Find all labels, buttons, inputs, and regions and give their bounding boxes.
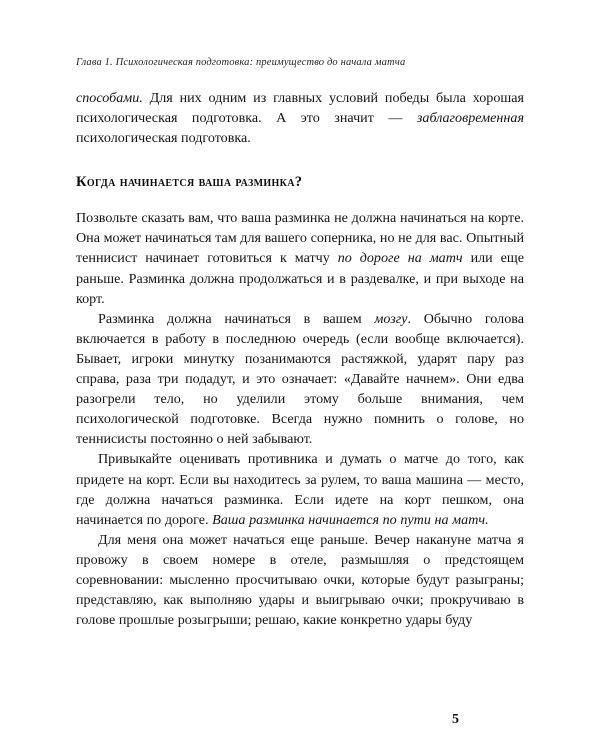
paragraph-2-text-a: Разминка должна начинаться в вашем	[98, 310, 375, 327]
paragraph-continued	[76, 88, 524, 148]
paragraph-2-text-b: . Обычно голова включается в работу в последнюю очередь (если вообще включается). Бывает, игроки минутку позанимаются растяжкой, ударят пару раз справа, раза три подадут, и это означает: «Давайте начнем». Они едва разогрели тело, но уделили этому больше внимания, чем психологической подготовке. Всегда нужно помнить о голове, но теннисисты постоянно о ней забывают.	[76, 310, 524, 448]
spacer-after-heading	[76, 192, 524, 208]
paragraph-1-text-a: Позвольте сказать вам, что ваша разминка не должна начинаться на корте. Она может начинаться там для вашего соперника, но не для вас. Опытный теннисист начинает готовиться к матчу	[76, 210, 524, 267]
paragraph-1-text-b: или еще раньше. Разминка должна продолжаться и в раздевалке, и при выходе на корт.	[76, 250, 524, 307]
text-column	[76, 88, 524, 630]
emphasis-mozgu: мозгу	[374, 310, 408, 327]
spacer-before-heading	[76, 148, 524, 172]
paragraph-4: Для меня она может начаться еще раньше. Вечер накануне матча я провожу в своем номере в отеле, размышляя о предстоящем соревновании: мысленно просчитываю очки, которые будут разыграны; представляю, как выполняю удары и выигрываю очки; прокручиваю в голове прошлые розыгрыши; решаю, какие конкретно удары буду	[76, 531, 524, 629]
section-heading: Когда начинается ваша разминка?	[76, 174, 303, 191]
paragraph-2	[76, 309, 524, 450]
emphasis-zablagovremennaya: заблаговременная	[416, 110, 524, 127]
paragraph-1	[76, 208, 524, 308]
paragraph-3-text-a: Привыкайте оценивать противника и думать о матче до того, как придете на корт. Если вы находитесь за рулем, то ваша машина — место, где должна начаться разминка. Если идете на корт пешком, она начинается по дороге.	[76, 451, 524, 528]
paragraph-3	[76, 449, 524, 529]
emphasis-po-doroge-na-match: по дороге на матч	[337, 250, 463, 267]
paragraph-continued-text-a: Для них одним из главных условий победы была хорошая психологическая подготовка. А это значит —	[76, 90, 524, 127]
emphasis-vasha-razminka: Ваша разминка начинается по пути на матч.	[212, 511, 489, 528]
paragraph-continued-text-b: психологическая подготовка.	[76, 130, 251, 147]
page-number: 5	[452, 712, 459, 727]
emphasis-sposobami: способами.	[76, 90, 143, 106]
running-head: Глава 1. Психологическая подготовка: преимущество до начала матча	[76, 57, 406, 68]
